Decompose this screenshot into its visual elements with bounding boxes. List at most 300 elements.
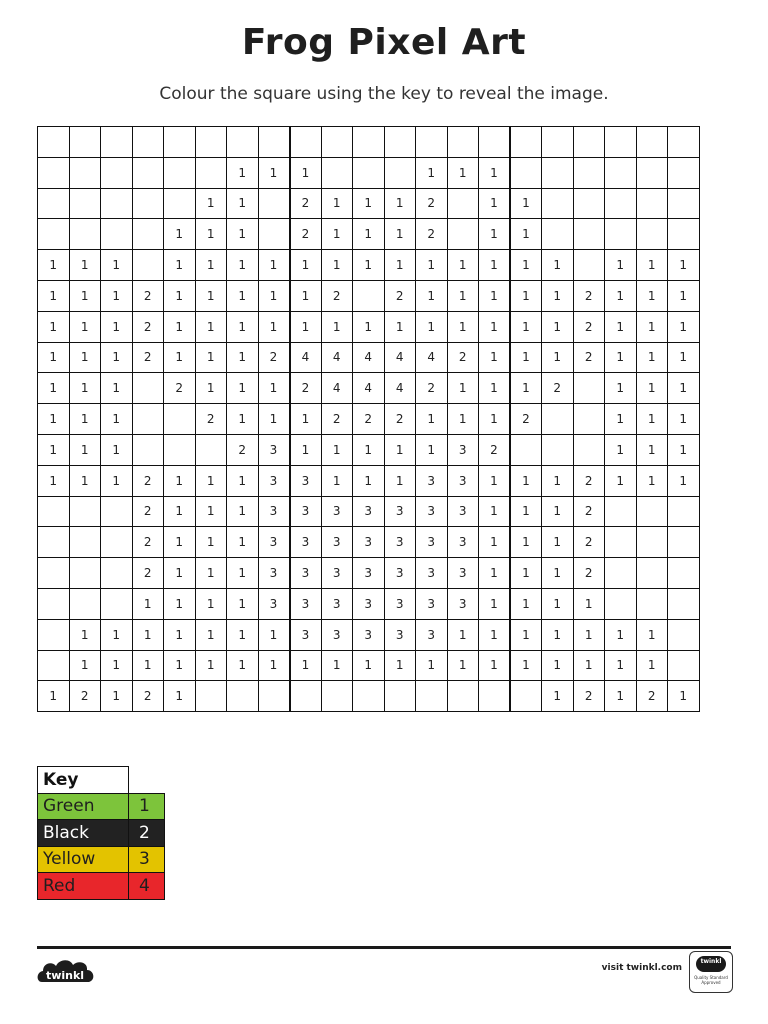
grid-cell: 3 xyxy=(321,496,353,527)
grid-cell xyxy=(38,619,70,650)
grid-cell: 1 xyxy=(353,650,385,681)
grid-cell: 3 xyxy=(384,496,416,527)
grid-cell: 1 xyxy=(510,465,542,496)
grid-cell: 1 xyxy=(605,681,637,712)
grid-cell xyxy=(69,496,101,527)
grid-cell: 1 xyxy=(195,496,227,527)
grid-cell: 1 xyxy=(668,250,700,281)
grid-cell: 1 xyxy=(510,280,542,311)
badge-caption: Quality Standard Approved xyxy=(694,975,728,985)
grid-cell: 3 xyxy=(384,527,416,558)
grid-cell: 1 xyxy=(195,280,227,311)
grid-cell: 1 xyxy=(227,250,259,281)
grid-cell: 1 xyxy=(258,280,290,311)
key-colour-name: Black xyxy=(38,820,129,847)
grid-cell xyxy=(38,496,70,527)
grid-cell: 1 xyxy=(510,558,542,589)
grid-cell: 1 xyxy=(321,219,353,250)
grid-cell: 1 xyxy=(38,681,70,712)
grid-cell: 1 xyxy=(479,311,511,342)
grid-cell: 1 xyxy=(258,157,290,188)
grid-cell: 4 xyxy=(384,373,416,404)
grid-cell: 3 xyxy=(290,465,322,496)
grid-cell: 1 xyxy=(479,188,511,219)
grid-row xyxy=(38,280,700,311)
grid-cell xyxy=(353,280,385,311)
grid-cell: 1 xyxy=(290,434,322,465)
grid-cell: 2 xyxy=(479,434,511,465)
grid-cell: 1 xyxy=(353,311,385,342)
grid-cell: 1 xyxy=(510,311,542,342)
grid-cell: 1 xyxy=(479,404,511,435)
grid-cell: 3 xyxy=(321,588,353,619)
grid-cell: 1 xyxy=(479,527,511,558)
grid-cell: 1 xyxy=(636,373,668,404)
grid-row xyxy=(38,188,700,219)
grid-cell: 1 xyxy=(164,588,196,619)
grid-cell: 1 xyxy=(636,434,668,465)
grid-cell: 1 xyxy=(290,311,322,342)
grid-cell xyxy=(668,157,700,188)
grid-cell: 2 xyxy=(164,373,196,404)
grid-cell: 2 xyxy=(132,311,164,342)
grid-cell: 1 xyxy=(69,373,101,404)
grid-cell: 1 xyxy=(101,650,133,681)
grid-row xyxy=(38,619,700,650)
grid-cell: 1 xyxy=(258,404,290,435)
grid-cell: 1 xyxy=(416,250,448,281)
pixel-grid xyxy=(37,126,700,712)
twinkl-logo xyxy=(34,952,100,990)
grid-cell: 3 xyxy=(258,588,290,619)
grid-cell: 1 xyxy=(227,588,259,619)
grid-cell: 1 xyxy=(321,434,353,465)
grid-cell xyxy=(542,434,574,465)
grid-cell: 2 xyxy=(447,342,479,373)
grid-cell xyxy=(668,650,700,681)
grid-cell: 3 xyxy=(353,496,385,527)
grid-cell: 1 xyxy=(636,404,668,435)
grid-cell: 1 xyxy=(542,465,574,496)
grid-cell: 4 xyxy=(416,342,448,373)
grid-cell: 1 xyxy=(227,280,259,311)
grid-cell xyxy=(447,127,479,158)
grid-cell: 2 xyxy=(636,681,668,712)
grid-cell xyxy=(101,527,133,558)
grid-cell: 1 xyxy=(164,219,196,250)
grid-cell: 3 xyxy=(384,588,416,619)
grid-cell: 1 xyxy=(605,434,637,465)
grid-cell xyxy=(38,219,70,250)
grid-cell: 1 xyxy=(542,311,574,342)
grid-cell: 1 xyxy=(164,558,196,589)
grid-cell: 1 xyxy=(353,465,385,496)
grid-cell: 3 xyxy=(321,527,353,558)
grid-cell: 1 xyxy=(447,311,479,342)
grid-row xyxy=(38,342,700,373)
grid-cell: 2 xyxy=(132,496,164,527)
grid-cell xyxy=(101,157,133,188)
grid-cell xyxy=(416,127,448,158)
grid-cell: 1 xyxy=(636,619,668,650)
grid-cell: 2 xyxy=(542,373,574,404)
grid-cell: 1 xyxy=(258,250,290,281)
grid-cell: 1 xyxy=(510,619,542,650)
grid-cell xyxy=(510,681,542,712)
key-heading: Key xyxy=(38,767,129,794)
grid-cell: 1 xyxy=(290,650,322,681)
grid-cell: 2 xyxy=(290,188,322,219)
grid-cell: 1 xyxy=(69,465,101,496)
grid-cell: 2 xyxy=(573,496,605,527)
grid-cell xyxy=(69,188,101,219)
grid-cell xyxy=(258,681,290,712)
grid-cell xyxy=(668,127,700,158)
grid-cell xyxy=(416,681,448,712)
grid-cell xyxy=(132,188,164,219)
grid-cell: 1 xyxy=(384,219,416,250)
grid-cell xyxy=(668,188,700,219)
grid-cell xyxy=(605,127,637,158)
grid-cell: 1 xyxy=(69,404,101,435)
grid-cell: 1 xyxy=(195,373,227,404)
grid-cell: 1 xyxy=(542,681,574,712)
grid-cell: 1 xyxy=(101,280,133,311)
grid-cell: 1 xyxy=(636,250,668,281)
grid-cell: 1 xyxy=(227,527,259,558)
grid-cell: 1 xyxy=(668,373,700,404)
grid-cell xyxy=(636,157,668,188)
grid-cell: 1 xyxy=(605,650,637,681)
grid-cell: 2 xyxy=(290,373,322,404)
grid-cell: 1 xyxy=(164,311,196,342)
grid-cell: 2 xyxy=(132,465,164,496)
grid-cell xyxy=(195,157,227,188)
grid-cell xyxy=(636,558,668,589)
grid-cell: 1 xyxy=(668,681,700,712)
grid-row xyxy=(38,588,700,619)
grid-cell xyxy=(101,127,133,158)
grid-cell xyxy=(132,434,164,465)
grid-cell: 1 xyxy=(510,650,542,681)
grid-cell xyxy=(605,496,637,527)
grid-cell: 1 xyxy=(195,650,227,681)
grid-cell: 3 xyxy=(416,496,448,527)
grid-cell: 3 xyxy=(290,527,322,558)
grid-cell: 1 xyxy=(605,311,637,342)
grid-cell: 3 xyxy=(290,588,322,619)
grid-cell: 1 xyxy=(290,404,322,435)
grid-cell: 1 xyxy=(510,588,542,619)
grid-cell: 1 xyxy=(605,280,637,311)
grid-cell xyxy=(668,496,700,527)
grid-cell: 1 xyxy=(510,342,542,373)
grid-cell: 1 xyxy=(668,342,700,373)
key-colour-name: Yellow xyxy=(38,846,129,873)
grid-cell xyxy=(353,157,385,188)
grid-cell xyxy=(38,650,70,681)
key-row-green xyxy=(38,793,165,820)
grid-cell: 1 xyxy=(668,434,700,465)
grid-cell: 1 xyxy=(38,404,70,435)
grid-cell: 1 xyxy=(164,280,196,311)
grid-cell xyxy=(69,157,101,188)
grid-cell: 1 xyxy=(479,157,511,188)
grid-cell: 1 xyxy=(164,342,196,373)
grid-cell: 1 xyxy=(321,465,353,496)
grid-cell: 1 xyxy=(132,619,164,650)
grid-cell: 4 xyxy=(353,342,385,373)
grid-cell: 3 xyxy=(384,619,416,650)
grid-cell xyxy=(38,127,70,158)
grid-cell: 1 xyxy=(636,465,668,496)
grid-cell: 1 xyxy=(510,527,542,558)
grid-cell: 3 xyxy=(447,465,479,496)
grid-cell xyxy=(132,219,164,250)
grid-cell: 1 xyxy=(321,311,353,342)
grid-cell xyxy=(132,157,164,188)
grid-cell: 1 xyxy=(479,496,511,527)
grid-cell: 3 xyxy=(353,558,385,589)
grid-cell: 1 xyxy=(573,588,605,619)
grid-cell xyxy=(542,188,574,219)
grid-cell xyxy=(542,127,574,158)
grid-cell: 1 xyxy=(227,342,259,373)
grid-cell: 1 xyxy=(164,250,196,281)
grid-cell: 1 xyxy=(542,588,574,619)
grid-cell: 1 xyxy=(416,280,448,311)
grid-cell: 1 xyxy=(69,434,101,465)
grid-cell: 1 xyxy=(101,404,133,435)
grid-cell xyxy=(321,157,353,188)
grid-cell: 1 xyxy=(573,619,605,650)
grid-cell: 1 xyxy=(195,588,227,619)
grid-cell: 1 xyxy=(542,558,574,589)
grid-cell: 1 xyxy=(227,404,259,435)
grid-cell xyxy=(101,188,133,219)
grid-cell: 3 xyxy=(447,558,479,589)
grid-cell: 1 xyxy=(447,250,479,281)
grid-cell: 1 xyxy=(479,619,511,650)
grid-cell xyxy=(605,527,637,558)
grid-cell xyxy=(636,127,668,158)
key-row-black xyxy=(38,820,165,847)
grid-cell: 2 xyxy=(573,280,605,311)
grid-cell: 1 xyxy=(447,404,479,435)
grid-cell: 1 xyxy=(38,465,70,496)
grid-cell: 1 xyxy=(636,280,668,311)
grid-cell: 2 xyxy=(573,681,605,712)
grid-cell: 3 xyxy=(258,527,290,558)
grid-cell xyxy=(542,157,574,188)
grid-row xyxy=(38,373,700,404)
grid-cell xyxy=(195,127,227,158)
grid-cell: 1 xyxy=(258,619,290,650)
grid-cell: 1 xyxy=(668,311,700,342)
grid-cell xyxy=(132,127,164,158)
grid-cell: 1 xyxy=(69,619,101,650)
key-colour-number: 4 xyxy=(129,873,165,900)
grid-cell: 3 xyxy=(290,558,322,589)
grid-cell: 1 xyxy=(479,373,511,404)
grid-cell: 4 xyxy=(353,373,385,404)
grid-cell: 1 xyxy=(195,311,227,342)
grid-cell: 2 xyxy=(353,404,385,435)
grid-cell: 1 xyxy=(164,527,196,558)
grid-cell: 1 xyxy=(510,250,542,281)
grid-cell xyxy=(353,681,385,712)
grid-cell xyxy=(384,127,416,158)
grid-cell xyxy=(101,588,133,619)
grid-cell: 1 xyxy=(69,311,101,342)
grid-cell xyxy=(668,558,700,589)
grid-cell xyxy=(321,127,353,158)
grid-cell xyxy=(290,127,322,158)
grid-cell xyxy=(384,681,416,712)
grid-row xyxy=(38,434,700,465)
grid-cell: 3 xyxy=(353,588,385,619)
grid-cell: 3 xyxy=(258,465,290,496)
grid-cell: 1 xyxy=(479,250,511,281)
grid-cell xyxy=(605,188,637,219)
grid-cell: 1 xyxy=(605,465,637,496)
grid-cell xyxy=(258,188,290,219)
grid-cell xyxy=(195,681,227,712)
grid-cell: 1 xyxy=(542,250,574,281)
grid-cell: 1 xyxy=(384,434,416,465)
grid-cell: 1 xyxy=(542,650,574,681)
grid-cell: 3 xyxy=(447,588,479,619)
grid-cell xyxy=(69,127,101,158)
grid-cell xyxy=(164,404,196,435)
grid-cell: 2 xyxy=(132,342,164,373)
key-row-yellow xyxy=(38,846,165,873)
grid-cell xyxy=(164,127,196,158)
grid-cell: 1 xyxy=(38,311,70,342)
grid-cell: 1 xyxy=(195,465,227,496)
grid-cell: 1 xyxy=(384,250,416,281)
grid-cell xyxy=(447,188,479,219)
grid-cell xyxy=(636,588,668,619)
grid-cell: 1 xyxy=(38,250,70,281)
grid-cell xyxy=(101,219,133,250)
grid-cell: 2 xyxy=(384,404,416,435)
grid-cell: 1 xyxy=(195,342,227,373)
grid-cell: 1 xyxy=(227,465,259,496)
grid-cell: 1 xyxy=(384,188,416,219)
grid-cell xyxy=(38,157,70,188)
grid-cell xyxy=(132,250,164,281)
grid-cell: 3 xyxy=(416,619,448,650)
grid-cell xyxy=(69,527,101,558)
grid-cell xyxy=(573,157,605,188)
grid-cell: 3 xyxy=(416,588,448,619)
grid-cell: 1 xyxy=(290,157,322,188)
grid-cell: 1 xyxy=(227,558,259,589)
grid-cell: 1 xyxy=(636,650,668,681)
grid-cell xyxy=(542,219,574,250)
grid-cell xyxy=(510,157,542,188)
grid-cell xyxy=(69,558,101,589)
grid-cell: 1 xyxy=(510,496,542,527)
grid-cell: 1 xyxy=(384,465,416,496)
instruction-text: Colour the square using the key to reveal the image. xyxy=(159,84,609,104)
grid-cell: 1 xyxy=(164,496,196,527)
grid-cell xyxy=(258,127,290,158)
grid-cell: 1 xyxy=(353,188,385,219)
grid-cell: 3 xyxy=(416,465,448,496)
grid-cell: 1 xyxy=(479,280,511,311)
grid-cell: 2 xyxy=(573,527,605,558)
grid-cell xyxy=(573,434,605,465)
grid-cell: 1 xyxy=(605,404,637,435)
grid-cell xyxy=(101,558,133,589)
grid-cell: 1 xyxy=(69,650,101,681)
grid-cell xyxy=(636,527,668,558)
grid-cell xyxy=(447,219,479,250)
grid-cell xyxy=(384,157,416,188)
grid-row xyxy=(38,496,700,527)
grid-row xyxy=(38,650,700,681)
grid-cell xyxy=(353,127,385,158)
grid-cell: 1 xyxy=(384,650,416,681)
grid-cell: 1 xyxy=(38,280,70,311)
grid-cell: 1 xyxy=(321,188,353,219)
grid-cell: 3 xyxy=(384,558,416,589)
grid-row xyxy=(38,157,700,188)
grid-cell xyxy=(510,434,542,465)
key-colour-number: 3 xyxy=(129,846,165,873)
grid-cell xyxy=(479,127,511,158)
grid-cell: 3 xyxy=(353,619,385,650)
grid-cell: 1 xyxy=(416,311,448,342)
grid-cell xyxy=(636,496,668,527)
grid-cell: 2 xyxy=(573,465,605,496)
grid-cell: 1 xyxy=(668,280,700,311)
grid-cell: 2 xyxy=(290,219,322,250)
grid-cell: 1 xyxy=(447,373,479,404)
grid-cell xyxy=(38,188,70,219)
grid-cell xyxy=(668,527,700,558)
grid-cell: 1 xyxy=(101,434,133,465)
grid-cell xyxy=(668,588,700,619)
grid-cell: 1 xyxy=(164,465,196,496)
grid-cell: 1 xyxy=(227,311,259,342)
grid-cell: 1 xyxy=(38,342,70,373)
grid-cell: 2 xyxy=(384,280,416,311)
grid-cell xyxy=(605,219,637,250)
visit-link[interactable]: visit twinkl.com xyxy=(601,963,682,973)
grid-cell: 1 xyxy=(542,280,574,311)
grid-cell: 1 xyxy=(258,373,290,404)
grid-cell xyxy=(510,127,542,158)
grid-cell xyxy=(605,558,637,589)
grid-cell: 1 xyxy=(542,342,574,373)
grid-cell: 2 xyxy=(573,342,605,373)
grid-cell: 3 xyxy=(321,619,353,650)
grid-cell: 3 xyxy=(258,558,290,589)
grid-cell: 1 xyxy=(38,373,70,404)
grid-cell: 1 xyxy=(195,619,227,650)
grid-row xyxy=(38,558,700,589)
grid-row xyxy=(38,219,700,250)
grid-cell: 1 xyxy=(542,496,574,527)
grid-cell: 4 xyxy=(290,342,322,373)
grid-cell: 1 xyxy=(101,465,133,496)
grid-cell xyxy=(38,527,70,558)
key-row-red xyxy=(38,873,165,900)
grid-cell: 3 xyxy=(290,619,322,650)
